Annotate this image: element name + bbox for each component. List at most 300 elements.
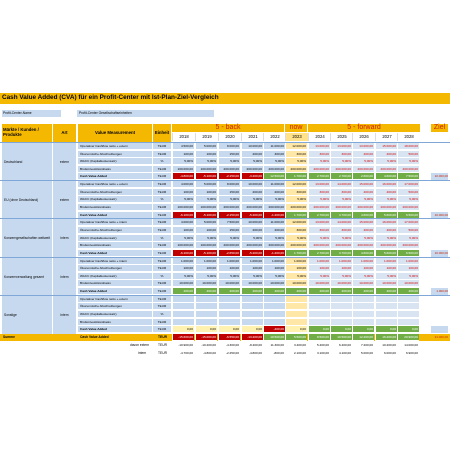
value-cell[interactable]: 5,00% [285, 196, 307, 203]
value-cell[interactable]: 5,00% [241, 196, 263, 203]
profit-center-value[interactable]: Profit-Center Gesellschaftseinheiten [77, 110, 214, 117]
value-cell[interactable] [241, 296, 263, 303]
value-cell[interactable] [285, 319, 307, 326]
value-cell[interactable]: 11.000,00 [263, 143, 285, 150]
value-cell[interactable] [285, 296, 307, 303]
value-cell[interactable]: 100,00 [241, 265, 263, 272]
value-cell[interactable]: 400,00 [375, 151, 397, 158]
value-cell[interactable]: 1.700,00 [285, 173, 307, 180]
value-cell[interactable]: 200.000,00 [241, 204, 263, 211]
value-cell[interactable]: 5,00% [352, 196, 374, 203]
summary-total-cell[interactable]: -15.600,00 [172, 334, 194, 341]
value-cell[interactable] [375, 303, 397, 310]
value-cell[interactable] [397, 296, 419, 303]
summary-total-cell[interactable]: 10.500,00 [263, 334, 285, 341]
value-cell[interactable]: 200.000,00 [285, 242, 307, 249]
value-cell[interactable]: 0,00 [308, 326, 330, 333]
value-cell[interactable]: 5,00% [375, 235, 397, 242]
value-cell[interactable] [218, 311, 240, 318]
summary-intern-cell[interactable]: 6.000,00 [375, 350, 397, 357]
summary-total-cell[interactable]: 16.200,00 [375, 334, 397, 341]
value-cell[interactable] [195, 303, 217, 310]
summary-intern-cell[interactable]: 6.900,00 [397, 350, 419, 357]
value-cell[interactable]: 200.000,00 [218, 204, 240, 211]
value-cell[interactable] [308, 311, 330, 318]
ziel-cell[interactable]: 1.000,00 [431, 288, 448, 295]
value-cell[interactable]: 15.000,00 [375, 143, 397, 150]
value-cell[interactable]: 4.500,00 [172, 143, 194, 150]
value-cell[interactable]: 10.000,00 [285, 280, 307, 287]
value-cell[interactable] [352, 311, 374, 318]
value-cell[interactable]: 100.000,00 [172, 204, 194, 211]
value-cell[interactable]: 100,00 [195, 189, 217, 196]
value-cell[interactable]: 5,00% [308, 158, 330, 165]
value-cell[interactable]: 5,00% [330, 158, 352, 165]
value-cell[interactable]: 100.000,00 [172, 242, 194, 249]
value-cell[interactable]: 5,00% [352, 158, 374, 165]
value-cell[interactable]: 5,00% [195, 273, 217, 280]
value-cell[interactable]: 7.500,00 [218, 219, 240, 226]
value-cell[interactable]: 500,00 [397, 189, 419, 196]
value-cell[interactable]: 10.000,00 [263, 280, 285, 287]
value-cell[interactable] [375, 319, 397, 326]
value-cell[interactable]: 13.000,00 [308, 143, 330, 150]
value-cell[interactable]: 200.000,00 [352, 204, 374, 211]
value-cell[interactable]: 1.000,00 [241, 258, 263, 265]
value-cell[interactable]: 5.600,00 [375, 250, 397, 257]
value-cell[interactable]: 400,00 [218, 288, 240, 295]
value-cell[interactable]: 5,00% [285, 235, 307, 242]
summary-extern-cell[interactable]: 10.200,00 [375, 342, 397, 349]
value-cell[interactable]: 5,00% [330, 273, 352, 280]
value-cell[interactable]: 3.700,00 [330, 212, 352, 219]
value-cell[interactable]: 5,00% [195, 235, 217, 242]
value-cell[interactable]: 5.000,00 [195, 219, 217, 226]
value-cell[interactable]: 13.000,00 [308, 219, 330, 226]
value-cell[interactable]: 1.000,00 [195, 258, 217, 265]
value-cell[interactable]: 300,00 [330, 189, 352, 196]
value-cell[interactable]: 1.000,00 [375, 258, 397, 265]
summary-intern-cell[interactable]: -4.800,00 [241, 350, 263, 357]
value-cell[interactable]: 300,00 [285, 227, 307, 234]
value-cell[interactable] [263, 296, 285, 303]
summary-total-cell[interactable]: 5.500,00 [285, 334, 307, 341]
summary-extern-cell[interactable]: -4.300,00 [218, 342, 240, 349]
value-cell[interactable]: 4.600,00 [352, 212, 374, 219]
value-cell[interactable]: 400,00 [397, 288, 419, 295]
value-cell[interactable]: 5,00% [397, 196, 419, 203]
value-cell[interactable] [375, 296, 397, 303]
value-cell[interactable]: 300,00 [308, 151, 330, 158]
value-cell[interactable]: 10.000,00 [241, 181, 263, 188]
value-cell[interactable]: 10.000,00 [241, 143, 263, 150]
value-cell[interactable]: 5,00% [330, 235, 352, 242]
summary-total-cell[interactable]: -13.200,00 [241, 334, 263, 341]
value-cell[interactable]: 500,00 [397, 151, 419, 158]
value-cell[interactable]: 5,00% [308, 196, 330, 203]
value-cell[interactable]: -2.150,00 [218, 212, 240, 219]
value-cell[interactable]: 100.000,00 [195, 166, 217, 173]
value-cell[interactable]: 5.000,00 [195, 143, 217, 150]
value-cell[interactable]: 300,00 [308, 227, 330, 234]
value-cell[interactable]: 4.600,00 [352, 250, 374, 257]
value-cell[interactable]: 12.500,00 [263, 173, 285, 180]
value-cell[interactable]: 300,00 [285, 151, 307, 158]
value-cell[interactable]: 100.000,00 [195, 242, 217, 249]
summary-intern-cell[interactable]: 3.100,00 [308, 350, 330, 357]
value-cell[interactable]: 400,00 [241, 288, 263, 295]
summary-extern-cell[interactable]: -10.900,00 [172, 342, 194, 349]
value-cell[interactable] [330, 319, 352, 326]
value-cell[interactable]: 5,00% [375, 196, 397, 203]
value-cell[interactable]: 200,00 [263, 189, 285, 196]
value-cell[interactable]: 5,00% [241, 273, 263, 280]
value-cell[interactable]: 5,00% [285, 273, 307, 280]
value-cell[interactable]: 5,00% [352, 273, 374, 280]
value-cell[interactable]: 12.000,00 [285, 181, 307, 188]
value-cell[interactable]: 150,00 [218, 151, 240, 158]
value-cell[interactable]: 100,00 [218, 265, 240, 272]
value-cell[interactable] [330, 296, 352, 303]
value-cell[interactable]: 500,00 [397, 227, 419, 234]
value-cell[interactable]: -2.150,00 [218, 173, 240, 180]
value-cell[interactable]: 400,00 [375, 227, 397, 234]
value-cell[interactable]: 17.000,00 [397, 219, 419, 226]
value-cell[interactable]: 100,00 [352, 265, 374, 272]
value-cell[interactable]: 200,00 [263, 227, 285, 234]
value-cell[interactable]: 5,00% [397, 273, 419, 280]
value-cell[interactable]: 5,00% [263, 235, 285, 242]
value-cell[interactable]: 0,00 [397, 326, 419, 333]
value-cell[interactable]: 2.600,00 [352, 173, 374, 180]
value-cell[interactable] [195, 296, 217, 303]
value-cell[interactable]: 5,00% [218, 158, 240, 165]
value-cell[interactable]: 400,00 [375, 189, 397, 196]
value-cell[interactable]: 10.000,00 [172, 280, 194, 287]
value-cell[interactable]: 100,00 [397, 265, 419, 272]
value-cell[interactable]: 1.700,00 [285, 212, 307, 219]
value-cell[interactable]: 14.000,00 [330, 219, 352, 226]
summary-extern-cell[interactable]: 6.400,00 [330, 342, 352, 349]
value-cell[interactable]: 0,00 [375, 326, 397, 333]
value-cell[interactable]: 200,00 [241, 227, 263, 234]
value-cell[interactable]: 200.000,00 [397, 166, 419, 173]
value-cell[interactable]: 5,00% [172, 273, 194, 280]
value-cell[interactable]: 5,00% [195, 196, 217, 203]
value-cell[interactable]: 400,00 [352, 288, 374, 295]
value-cell[interactable]: 5,00% [375, 158, 397, 165]
value-cell[interactable]: 10.000,00 [352, 280, 374, 287]
value-cell[interactable]: 12.000,00 [285, 143, 307, 150]
value-cell[interactable]: 400,00 [352, 227, 374, 234]
ziel-cell[interactable]: 10.000,00 [431, 250, 448, 257]
value-cell[interactable]: 10.000,00 [308, 280, 330, 287]
value-cell[interactable]: 200.000,00 [397, 204, 419, 211]
value-cell[interactable]: 5,00% [263, 196, 285, 203]
value-cell[interactable]: 14.000,00 [330, 181, 352, 188]
value-cell[interactable]: 5,00% [263, 158, 285, 165]
value-cell[interactable]: 400,00 [330, 288, 352, 295]
value-cell[interactable]: 13.000,00 [330, 143, 352, 150]
value-cell[interactable] [172, 303, 194, 310]
value-cell[interactable]: 11.000,00 [263, 219, 285, 226]
summary-total-cell[interactable]: -6.550,00 [218, 334, 240, 341]
value-cell[interactable]: 300,00 [285, 189, 307, 196]
value-cell[interactable]: 100.000,00 [195, 204, 217, 211]
value-cell[interactable]: 300,00 [330, 151, 352, 158]
value-cell[interactable]: 1.000,00 [308, 258, 330, 265]
ziel-cell[interactable]: 10.000,00 [431, 212, 448, 219]
value-cell[interactable]: 12.000,00 [285, 219, 307, 226]
value-cell[interactable] [308, 319, 330, 326]
value-cell[interactable]: 100,00 [375, 265, 397, 272]
value-cell[interactable]: 100,00 [195, 151, 217, 158]
value-cell[interactable]: 150,00 [218, 227, 240, 234]
value-cell[interactable]: -4.800,00 [172, 173, 194, 180]
value-cell[interactable]: 5,00% [352, 235, 374, 242]
value-cell[interactable]: 400,00 [352, 151, 374, 158]
value-cell[interactable]: 150,00 [218, 189, 240, 196]
value-cell[interactable]: 0,00 [352, 326, 374, 333]
value-cell[interactable] [218, 296, 240, 303]
summary-total-cell[interactable]: 8.500,00 [308, 334, 330, 341]
value-cell[interactable]: 10.000,00 [397, 280, 419, 287]
value-cell[interactable]: -400,00 [263, 326, 285, 333]
value-cell[interactable]: 100,00 [263, 265, 285, 272]
summary-extern-cell[interactable]: 14.000,00 [397, 342, 419, 349]
value-cell[interactable]: 200.000,00 [218, 166, 240, 173]
value-cell[interactable]: -5.200,00 [241, 212, 263, 219]
value-cell[interactable]: 16.000,00 [375, 219, 397, 226]
value-cell[interactable]: 16.000,00 [375, 181, 397, 188]
value-cell[interactable] [241, 303, 263, 310]
value-cell[interactable]: 2.700,00 [308, 173, 330, 180]
value-cell[interactable]: 5,00% [397, 158, 419, 165]
value-cell[interactable]: 400,00 [263, 288, 285, 295]
value-cell[interactable]: 5,00% [218, 273, 240, 280]
value-cell[interactable]: -1.200,00 [263, 212, 285, 219]
value-cell[interactable] [397, 311, 419, 318]
value-cell[interactable]: 6.500,00 [397, 212, 419, 219]
summary-total-cell[interactable]: 10.500,00 [330, 334, 352, 341]
value-cell[interactable]: 5,00% [172, 196, 194, 203]
value-cell[interactable] [330, 303, 352, 310]
value-cell[interactable]: 200.000,00 [352, 242, 374, 249]
value-cell[interactable] [263, 303, 285, 310]
value-cell[interactable]: 5,00% [308, 235, 330, 242]
value-cell[interactable] [352, 296, 374, 303]
summary-extern-cell[interactable]: 7.200,00 [352, 342, 374, 349]
value-cell[interactable]: 17.000,00 [397, 181, 419, 188]
value-cell[interactable]: 1.000,00 [397, 258, 419, 265]
value-cell[interactable]: 200,00 [241, 189, 263, 196]
value-cell[interactable]: 200.000,00 [263, 242, 285, 249]
summary-extern-cell[interactable]: -8.400,00 [241, 342, 263, 349]
summary-intern-cell[interactable]: 5.000,00 [352, 350, 374, 357]
value-cell[interactable]: 4.600,00 [375, 173, 397, 180]
value-cell[interactable]: 1.000,00 [330, 258, 352, 265]
value-cell[interactable]: -5.100,00 [195, 250, 217, 257]
value-cell[interactable] [308, 303, 330, 310]
value-cell[interactable]: 8.000,00 [218, 143, 240, 150]
value-cell[interactable]: 5,00% [330, 196, 352, 203]
value-cell[interactable] [285, 311, 307, 318]
value-cell[interactable]: 5,00% [218, 235, 240, 242]
value-cell[interactable]: 8.000,00 [218, 181, 240, 188]
value-cell[interactable]: 1.000,00 [352, 258, 374, 265]
value-cell[interactable]: 200.000,00 [263, 204, 285, 211]
value-cell[interactable]: 1.700,00 [285, 250, 307, 257]
value-cell[interactable]: 400,00 [308, 288, 330, 295]
value-cell[interactable]: -5.100,00 [195, 173, 217, 180]
summary-intern-cell[interactable]: -4.700,00 [172, 350, 194, 357]
value-cell[interactable]: 2.700,00 [330, 173, 352, 180]
value-cell[interactable]: 200.000,00 [375, 204, 397, 211]
ziel-cell[interactable]: 10.000,00 [431, 173, 448, 180]
value-cell[interactable]: -6.100,00 [172, 250, 194, 257]
value-cell[interactable] [241, 311, 263, 318]
value-cell[interactable] [218, 319, 240, 326]
value-cell[interactable]: -6.100,00 [172, 212, 194, 219]
value-cell[interactable]: 0,00 [218, 326, 240, 333]
value-cell[interactable]: 5,00% [241, 158, 263, 165]
value-cell[interactable]: 10.000,00 [218, 280, 240, 287]
value-cell[interactable]: 100,00 [172, 265, 194, 272]
summary-intern-cell[interactable]: 2.100,00 [285, 350, 307, 357]
value-cell[interactable] [285, 303, 307, 310]
value-cell[interactable]: 5,00% [172, 235, 194, 242]
summary-extern-cell[interactable]: 5.400,00 [308, 342, 330, 349]
value-cell[interactable]: 400,00 [285, 288, 307, 295]
value-cell[interactable]: 10.000,00 [330, 280, 352, 287]
value-cell[interactable]: 100,00 [308, 265, 330, 272]
value-cell[interactable] [352, 303, 374, 310]
value-cell[interactable]: -5.100,00 [195, 212, 217, 219]
summary-total-cell[interactable]: 20.900,00 [397, 334, 419, 341]
value-cell[interactable]: 200,00 [241, 151, 263, 158]
value-cell[interactable]: 100,00 [330, 265, 352, 272]
value-cell[interactable]: 100,00 [195, 265, 217, 272]
value-cell[interactable]: 200.000,00 [308, 242, 330, 249]
value-cell[interactable]: 200.000,00 [330, 166, 352, 173]
value-cell[interactable]: 300,00 [263, 151, 285, 158]
value-cell[interactable]: 200.000,00 [352, 166, 374, 173]
value-cell[interactable]: 10.000,00 [195, 280, 217, 287]
value-cell[interactable]: 5,00% [285, 158, 307, 165]
value-cell[interactable]: 2.700,00 [308, 212, 330, 219]
value-cell[interactable]: 100,00 [172, 189, 194, 196]
value-cell[interactable]: 200.000,00 [241, 166, 263, 173]
value-cell[interactable]: 200.000,00 [308, 204, 330, 211]
value-cell[interactable]: 1.000,00 [218, 258, 240, 265]
value-cell[interactable] [263, 311, 285, 318]
value-cell[interactable]: 300,00 [308, 189, 330, 196]
summary-intern-cell[interactable]: -4.800,00 [195, 350, 217, 357]
value-cell[interactable]: 200.000,00 [330, 242, 352, 249]
value-cell[interactable]: 1.000,00 [172, 258, 194, 265]
value-cell[interactable]: 200.000,00 [397, 242, 419, 249]
value-cell[interactable]: 0,00 [285, 326, 307, 333]
value-cell[interactable]: 200.000,00 [263, 166, 285, 173]
summary-extern-cell[interactable]: 3.400,00 [285, 342, 307, 349]
value-cell[interactable]: 5,00% [397, 235, 419, 242]
value-cell[interactable]: 0,00 [195, 326, 217, 333]
value-cell[interactable]: 7.500,00 [397, 173, 419, 180]
value-cell[interactable]: 5,00% [375, 273, 397, 280]
value-cell[interactable] [352, 319, 374, 326]
value-cell[interactable]: 5,00% [172, 158, 194, 165]
value-cell[interactable] [330, 311, 352, 318]
summary-extern-cell[interactable]: 11.300,00 [263, 342, 285, 349]
value-cell[interactable]: 15.000,00 [352, 181, 374, 188]
value-cell[interactable] [195, 319, 217, 326]
value-cell[interactable] [263, 319, 285, 326]
value-cell[interactable]: 0,00 [172, 326, 194, 333]
value-cell[interactable] [218, 303, 240, 310]
summary-intern-cell[interactable]: -800,00 [263, 350, 285, 357]
value-cell[interactable]: 4.000,00 [172, 181, 194, 188]
value-cell[interactable] [397, 303, 419, 310]
summary-total-cell[interactable]: 12.200,00 [352, 334, 374, 341]
value-cell[interactable]: -5.200,00 [241, 250, 263, 257]
value-cell[interactable]: 13.000,00 [352, 143, 374, 150]
value-cell[interactable]: 100,00 [172, 227, 194, 234]
value-cell[interactable] [397, 319, 419, 326]
value-cell[interactable] [195, 311, 217, 318]
value-cell[interactable]: 400,00 [375, 288, 397, 295]
value-cell[interactable]: 15.000,00 [352, 219, 374, 226]
value-cell[interactable] [172, 296, 194, 303]
value-cell[interactable]: -1.200,00 [263, 250, 285, 257]
value-cell[interactable]: 18.000,00 [397, 143, 419, 150]
value-cell[interactable]: 400,00 [195, 288, 217, 295]
ziel-cell[interactable] [431, 326, 448, 333]
value-cell[interactable]: 200.000,00 [241, 242, 263, 249]
value-cell[interactable]: 100,00 [285, 265, 307, 272]
value-cell[interactable] [241, 319, 263, 326]
value-cell[interactable]: 200.000,00 [218, 242, 240, 249]
value-cell[interactable]: 11.000,00 [263, 181, 285, 188]
value-cell[interactable]: 5,00% [308, 273, 330, 280]
value-cell[interactable]: 4.000,00 [172, 219, 194, 226]
value-cell[interactable]: -3.200,00 [241, 173, 263, 180]
value-cell[interactable]: 10.000,00 [375, 280, 397, 287]
value-cell[interactable]: 400,00 [172, 288, 194, 295]
value-cell[interactable]: 200.000,00 [330, 204, 352, 211]
value-cell[interactable]: 100,00 [172, 151, 194, 158]
value-cell[interactable]: 5.600,00 [375, 212, 397, 219]
value-cell[interactable]: 200.000,00 [285, 204, 307, 211]
value-cell[interactable]: 5,00% [263, 273, 285, 280]
value-cell[interactable]: 5,00% [241, 235, 263, 242]
value-cell[interactable]: 5,00% [218, 196, 240, 203]
value-cell[interactable] [172, 319, 194, 326]
value-cell[interactable]: 200.000,00 [285, 166, 307, 173]
value-cell[interactable]: 200.000,00 [308, 166, 330, 173]
value-cell[interactable] [375, 311, 397, 318]
value-cell[interactable]: 200.000,00 [375, 242, 397, 249]
value-cell[interactable]: 5.000,00 [195, 181, 217, 188]
value-cell[interactable]: 0,00 [330, 326, 352, 333]
summary-intern-cell[interactable]: -2.250,00 [218, 350, 240, 357]
value-cell[interactable]: 10.000,00 [241, 280, 263, 287]
value-cell[interactable] [308, 296, 330, 303]
value-cell[interactable]: 3.700,00 [330, 250, 352, 257]
value-cell[interactable]: 0,00 [241, 326, 263, 333]
value-cell[interactable]: -2.650,00 [218, 250, 240, 257]
value-cell[interactable]: 400,00 [352, 189, 374, 196]
value-cell[interactable]: 1.000,00 [263, 258, 285, 265]
